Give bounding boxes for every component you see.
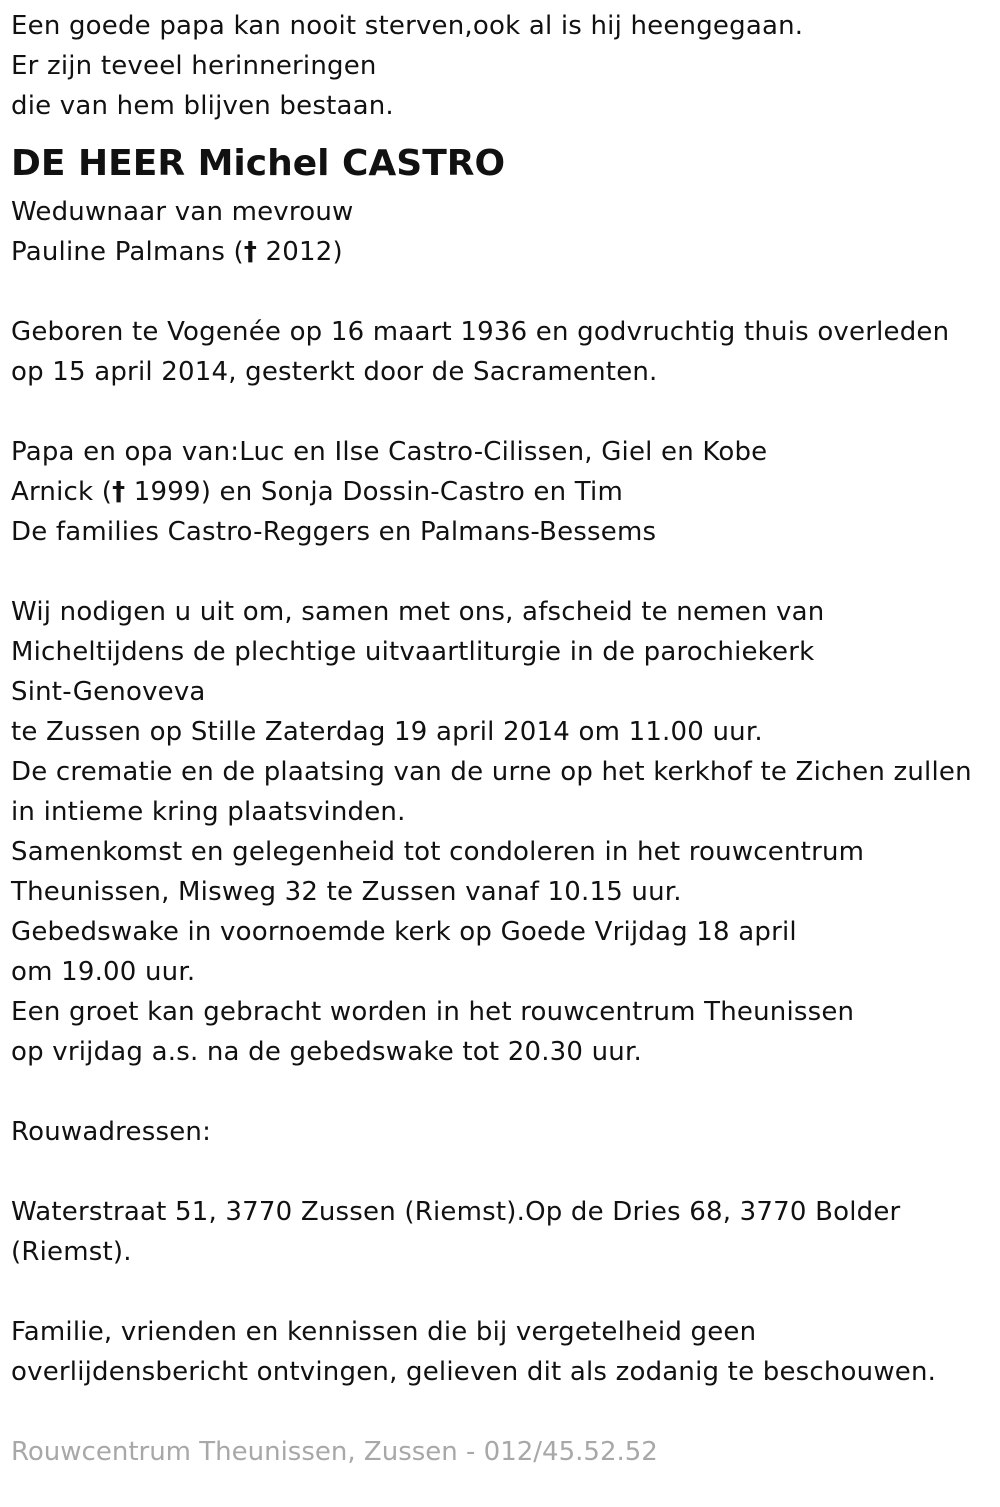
spouse-line: Pauline Palmans († 2012) xyxy=(11,237,343,267)
spacer xyxy=(11,552,1000,592)
poem-line: Een goede papa kan nooit sterven,ook al is hij heengegaan. xyxy=(11,11,804,41)
address-line: (Riemst). xyxy=(11,1237,132,1267)
invitation-line: te Zussen op Stille Zaterdag 19 april 2014 om 11.00 uur. xyxy=(11,717,763,747)
birth-death-line: op 15 april 2014, gesterkt door de Sacramenten. xyxy=(11,357,658,387)
closing-line: overlijdensbericht ontvingen, gelieven dit als zodanig te beschouwen. xyxy=(11,1357,937,1387)
poem-line: Er zijn teveel herinneringen xyxy=(11,51,377,81)
invitation-line: Een groet kan gebracht worden in het rouwcentrum Theunissen xyxy=(11,997,855,1027)
invitation-line: om 19.00 uur. xyxy=(11,957,196,987)
invitation-info xyxy=(11,592,1000,1072)
cross-icon: † xyxy=(112,477,126,507)
invitation-line: Wij nodigen u uit om, samen met ons, afscheid te nemen van xyxy=(11,597,825,627)
addresses-label: Rouwadressen: xyxy=(11,1117,212,1147)
cross-icon: † xyxy=(243,237,258,267)
family-line: De families Castro-Reggers en Palmans-Bessems xyxy=(11,517,657,547)
spacer xyxy=(11,1272,1000,1312)
spacer xyxy=(11,1072,1000,1112)
spacer xyxy=(11,272,1000,312)
funeral-home-footer: Rouwcentrum Theunissen, Zussen - 012/45.52.52 xyxy=(11,1437,658,1467)
address-line: Waterstraat 51, 3770 Zussen (Riemst).Op de Dries 68, 3770 Bolder xyxy=(11,1197,901,1227)
invitation-line: Gebedswake in voornoemde kerk op Goede Vrijdag 18 april xyxy=(11,917,797,947)
spacer xyxy=(11,1392,1000,1432)
family-line: Papa en opa van:Luc en Ilse Castro-Cilissen, Giel en Kobe xyxy=(11,437,768,467)
family-line: Arnick († 1999) en Sonja Dossin-Castro en Tim xyxy=(11,477,623,507)
invitation-line: in intieme kring plaatsvinden. xyxy=(11,797,406,827)
closing-line: Familie, vrienden en kennissen die bij vergetelheid geen xyxy=(11,1317,757,1347)
invitation-line: Sint-Genoveva xyxy=(11,677,206,707)
birth-death-line: Geboren te Vogenée op 16 maart 1936 en godvruchtig thuis overleden xyxy=(11,317,950,347)
poem-line: die van hem blijven bestaan. xyxy=(11,91,394,121)
invitation-line: Samenkomst en gelegenheid tot condoleren in het rouwcentrum xyxy=(11,837,865,867)
birth-death-info xyxy=(11,312,1000,392)
invitation-line: op vrijdag a.s. na de gebedswake tot 20.30 uur. xyxy=(11,1037,642,1067)
invitation-line: Micheltijdens de plechtige uitvaartliturgie in de parochiekerk xyxy=(11,637,815,667)
deceased-name: DE HEER Michel CASTRO xyxy=(11,143,506,184)
invitation-line: De crematie en de plaatsing van de urne op het kerkhof te Zichen zullen xyxy=(11,757,972,787)
invitation-line: Theunissen, Misweg 32 te Zussen vanaf 10.15 uur. xyxy=(11,877,682,907)
family-info xyxy=(11,432,1000,552)
spouse-line: Weduwnaar van mevrouw xyxy=(11,197,354,227)
spacer xyxy=(11,392,1000,432)
spouse-info xyxy=(11,192,1000,272)
addresses xyxy=(11,1192,1000,1272)
poem xyxy=(11,6,1000,126)
spacer xyxy=(11,1152,1000,1192)
closing-note xyxy=(11,1312,1000,1392)
